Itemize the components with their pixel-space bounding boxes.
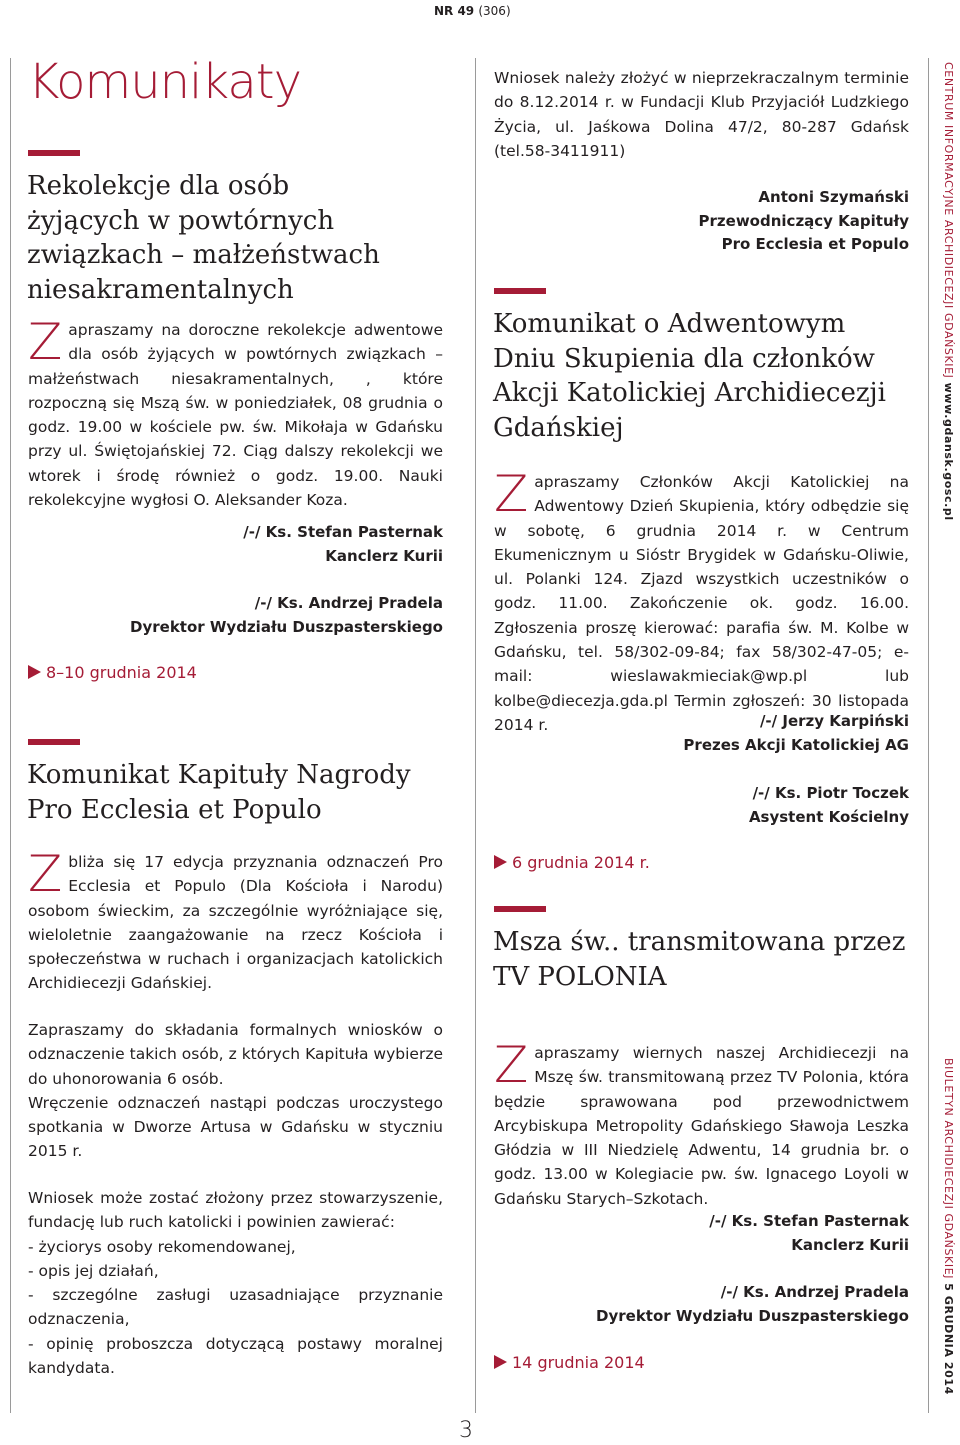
- triangle-bullet-icon: [28, 665, 41, 679]
- article1-dropcap: Z: [28, 313, 63, 371]
- column-divider: [475, 58, 476, 1413]
- article3-accent-bar: [494, 288, 546, 294]
- article4-signature-1: /-/ Ks. Stefan Pasternak Kanclerz Kurii: [709, 1212, 909, 1254]
- article2-list-item: - opinię proboszcza dotyczącą postawy moralnej kandydata.: [28, 1334, 443, 1378]
- article2-list-item: - życiorys osoby rekomendowanej,: [28, 1237, 296, 1256]
- article4-signature-2: /-/ Ks. Andrzej Pradela Dyrektor Wydziału Duszpasterskiego: [596, 1283, 909, 1325]
- article2-list-item: - opis jej działań,: [28, 1261, 159, 1280]
- article3-signature-2: /-/ Ks. Piotr Toczek Asystent Kościelny: [748, 784, 909, 826]
- article4-dropcap: Z: [494, 1036, 529, 1094]
- triangle-bullet-icon: [494, 1355, 507, 1369]
- article2-para3: Wręczenie odznaczeń nastąpi podczas uroczystego spotkania w Dworze Artusa w Gdańsku w styczniu 2015 r.: [28, 1093, 443, 1161]
- article1-signature-2: /-/ Ks. Andrzej Pradela Dyrektor Wydziału Duszpasterskiego: [130, 594, 443, 636]
- issue-number-main: NR 49: [434, 4, 475, 18]
- article2-dropcap: Z: [28, 845, 63, 903]
- article2-accent-bar: [28, 739, 80, 745]
- article2-body-3: [28, 1186, 443, 1380]
- sidebar-top-label: CENTRUM INFORMACYJNE ARCHIDIECEZJI GDAŃSKIEJ www.gdansk.gosc.pl: [942, 62, 955, 521]
- article2-body-2: [28, 1018, 443, 1164]
- article3-date: 6 grudnia 2014 r.: [494, 853, 650, 872]
- triangle-bullet-icon: [494, 855, 507, 869]
- article2-para4: Wniosek może zostać złożony przez stowarzyszenie, fundację lub ruch katolicki i powinien zawierać:: [28, 1189, 443, 1232]
- article1-accent-bar: [28, 150, 80, 156]
- article1-title: Rekolekcje dla osób żyjących w powtórnych związkach – małżeństwach niesakramentalnych: [27, 171, 380, 305]
- article4-body: Z apraszamy wiernych naszej Archidiecezji na Mszę św. transmitowaną przez TV Polonia, która będzie sprawowana pod przewodnictwem Arcybiskupa Metropolity Gdańskiego Sławoja Leszka Głódzia w III Niedzielę Adwentu, 14 grudnia br. o godz. 13.00 w Kolegiacie pw. św. Ignacego Loyoli w Gdańsku Starych–Szkotach.: [494, 1036, 909, 1208]
- article2-list-item: - szczególne zasługi uzasadniające przyznanie odznaczenia,: [28, 1286, 443, 1329]
- article2-title: Komunikat Kapituły Nagrody Pro Ecclesia et Populo: [27, 760, 411, 825]
- article4-date: 14 grudnia 2014: [494, 1353, 645, 1372]
- sidebar-bottom-label: BIULETYN ARCHIDIECEZJI GDAŃSKIEJ 5 GRUDNIA 2014: [942, 1058, 955, 1395]
- article2-body: [28, 845, 443, 996]
- sidebar-website: www.gdansk.gosc.pl: [942, 382, 955, 521]
- article1-date: 8–10 grudnia 2014: [28, 663, 197, 682]
- issue-number-sub: (306): [478, 4, 511, 18]
- article3-signature-1: /-/ Jerzy Karpiński Prezes Akcji Katolickiej AG: [683, 712, 909, 754]
- left-rule: [10, 58, 11, 1413]
- article3-title: Komunikat o Adwentowym Dniu Skupienia dla członków Akcji Katolickiej Archidiecezji Gdańskiej: [493, 309, 886, 443]
- article3-dropcap: Z: [494, 465, 529, 523]
- page-title: Komunikaty: [28, 54, 301, 110]
- issue-number: [434, 4, 511, 18]
- sidebar-date: 5 GRUDNIA 2014: [942, 1283, 955, 1395]
- article4-accent-bar: [494, 906, 546, 912]
- right-rule: [928, 58, 929, 1413]
- article2-signature: Antoni Szymański Przewodniczący Kapituły Pro Ecclesia et Populo: [698, 188, 909, 253]
- page-number: 3: [459, 1418, 473, 1443]
- article4-title: Msza św.. transmitowana przez TV POLONIA: [493, 927, 906, 992]
- article2-para1: Zbliża się 17 edycja przyznania odznaczeń Pro Ecclesia et Populo (Dla Kościoła i Narodu) osobom świeckim, za szczególnie wyróżniające się, wieloletnie zaangażowanie na rzecz Kościoła i społeczeństwa w ruchach i organizacjach katolickich Archidiecezji Gdańskiej.: [28, 845, 443, 993]
- article1-text: apraszamy na doroczne rekolekcje adwentowe dla osób żyjących w powtórnych związkach – małżeństwach niesakramentalnych, , które rozpoczną się Mszą św. w poniedziałek, 08 grudnia o godz. 19.00 w kościele pw. św. Mikołaja w Gdańsku przy ul. Świętojańskiej 72. Ciąg dalszy rekolekcji we wtorek i środę również o godz. 19.00. Nauki rekolekcyjne wygłosi O. Aleksander Koza.: [28, 321, 443, 510]
- article2-continuation: Wniosek należy złożyć w nieprzekraczalnym terminie do 8.12.2014 r. w Fundacji Klub Przyjaciół Ludzkiego Życia, ul. Jaśkowa Dolina 47/2, 80-287 Gdańsk (tel.58-3411911): [494, 69, 909, 160]
- article1-body: [28, 313, 443, 512]
- article3-body: Z apraszamy Członków Akcji Katolickiej na Adwentowy Dzień Skupienia, który odbędzie się w sobotę, 6 grudnia 2014 r. w Centrum Ekumenicznym u Sióstr Brygidek w Gdańsku-Oliwie, ul. Polanki 124. Zjazd wszystkich uczestników o godz. 11.00. Zakończenie ok. godz. 16.00. Zgłoszenia proszę kierować: parafia św. M. Kolbe w Gdańsku, tel. 58/302-09-84; fax 58/302-47-05; e-mail: wieslawakmieciak@wp.pl lub kolbe@diecezja.gda.pl Termin zgłoszeń: 30 listopada 2014 r.: [494, 465, 909, 734]
- article2-para2: Zapraszamy do składania formalnych wniosków o odznaczenie takich osób, z których Kapituła wybierze do uhonorowania 6 osób.: [28, 1021, 443, 1088]
- article1-signature-1: /-/ Ks. Stefan Pasternak Kanclerz Kurii: [243, 523, 443, 565]
